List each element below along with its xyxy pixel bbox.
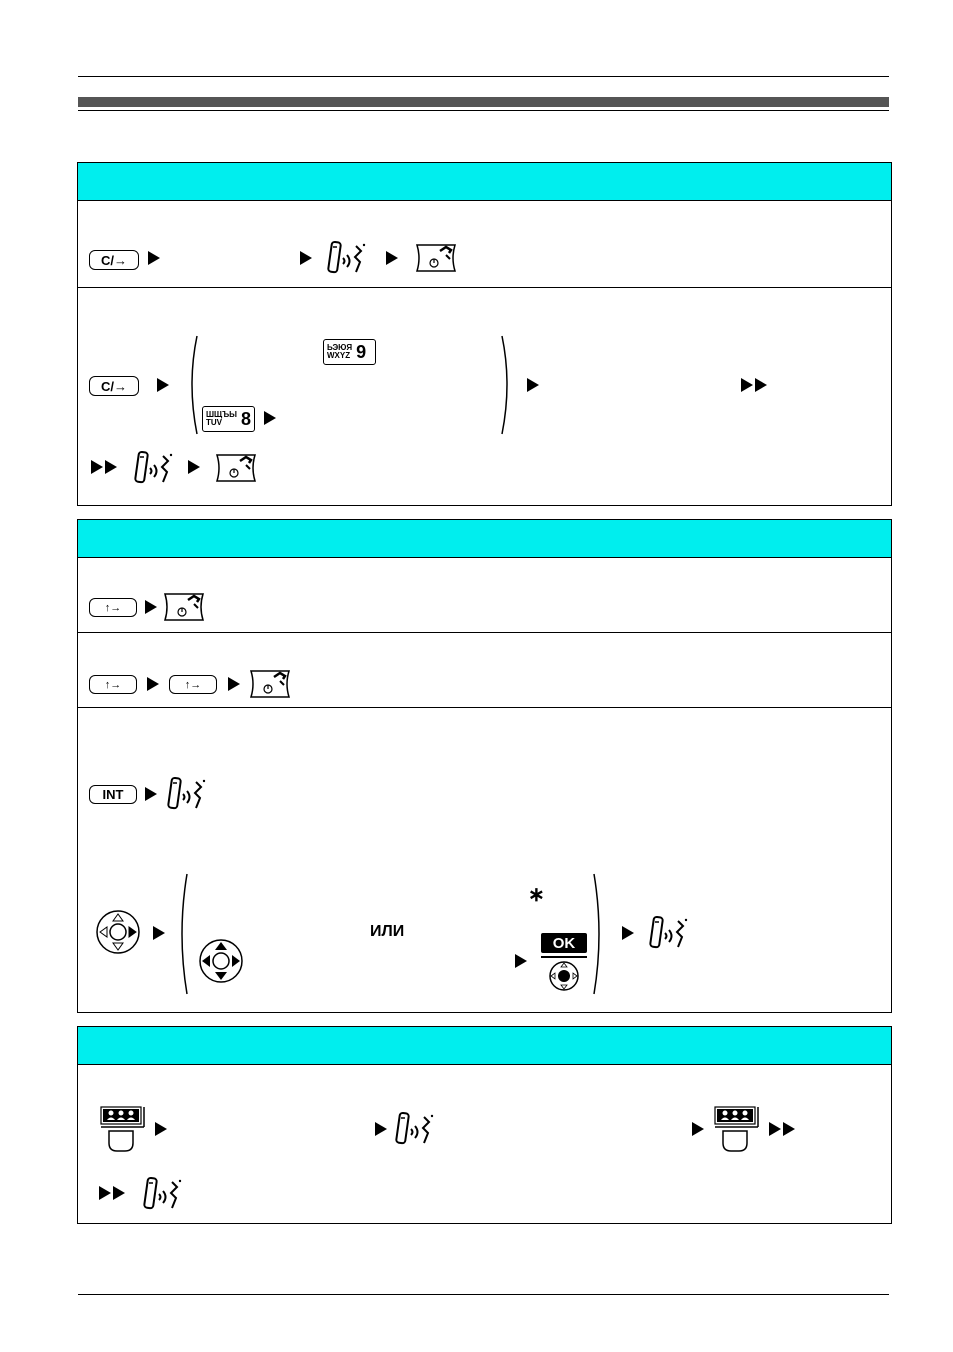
section-3-body	[77, 1064, 892, 1224]
redial-key-label: ↑→	[104, 678, 122, 691]
speak-handset-icon	[648, 915, 692, 951]
ok-divider	[541, 956, 587, 958]
bottom-rule	[78, 1294, 889, 1295]
clear-key[interactable]	[89, 250, 139, 270]
arrow-icon	[386, 251, 398, 265]
end-call-key-icon[interactable]	[214, 453, 258, 483]
navigator-up-down-icon[interactable]	[198, 938, 244, 984]
right-brace	[592, 872, 606, 996]
right-brace	[500, 334, 514, 436]
title-underline	[78, 110, 889, 111]
arrow-icon	[515, 954, 527, 968]
speak-handset-icon	[326, 240, 370, 276]
arrow-icon	[155, 1122, 167, 1136]
key-8-latin: TUV	[206, 418, 222, 427]
left-brace	[185, 334, 199, 436]
arrow-icon	[188, 460, 200, 474]
clear-key-label: C/→	[101, 252, 127, 268]
key-8-letters	[203, 411, 237, 427]
arrow-icon	[153, 926, 165, 940]
section-1-divider	[77, 287, 892, 288]
left-brace	[175, 872, 189, 996]
arrow-icon	[692, 1122, 704, 1136]
arrow-icon	[375, 1122, 387, 1136]
key-9-latin: WXYZ	[327, 351, 351, 360]
key-8-digit: 8	[240, 408, 251, 429]
title-bar	[78, 97, 889, 107]
section-1-header	[77, 162, 892, 201]
key-8-cyrillic: ШЩЪЫ	[206, 410, 237, 419]
double-arrow-icon	[99, 1186, 127, 1200]
redial-key[interactable]	[89, 598, 137, 617]
end-call-key-icon[interactable]	[248, 669, 292, 699]
conference-key-icon[interactable]	[713, 1105, 761, 1153]
double-arrow-icon	[741, 378, 769, 392]
navigator-key-icon[interactable]	[95, 909, 141, 955]
navigator-center-icon[interactable]	[548, 960, 580, 992]
key-9-letters	[324, 344, 352, 360]
redial-key[interactable]	[89, 675, 137, 694]
arrow-icon	[228, 677, 240, 691]
arrow-icon	[148, 251, 160, 265]
key-8[interactable]	[202, 406, 255, 432]
intercom-key-label: INT	[102, 787, 124, 802]
key-9-digit: 9	[356, 341, 367, 362]
section-2-header	[77, 519, 892, 558]
end-call-key-icon[interactable]	[414, 243, 458, 273]
section-2-divider-2	[77, 707, 892, 708]
end-call-key-icon[interactable]	[162, 592, 206, 622]
clear-key-label: C/→	[101, 378, 127, 394]
star-symbol: ∗	[528, 884, 545, 906]
arrow-icon	[145, 787, 157, 801]
arrow-icon	[147, 677, 159, 691]
arrow-icon	[157, 378, 169, 392]
speak-handset-icon	[133, 450, 177, 486]
speak-handset-icon	[142, 1176, 186, 1212]
arrow-icon	[145, 600, 157, 614]
clear-key[interactable]	[89, 376, 139, 396]
arrow-icon	[527, 378, 539, 392]
arrow-icon	[264, 411, 276, 425]
section-3-header	[77, 1026, 892, 1065]
speak-handset-icon	[394, 1111, 438, 1147]
ok-key[interactable]	[541, 933, 587, 953]
speak-handset-icon	[166, 776, 210, 812]
section-2-divider-1	[77, 632, 892, 633]
redial-key[interactable]	[169, 675, 217, 694]
redial-key-label: ↑→	[104, 601, 122, 614]
double-arrow-icon	[769, 1122, 797, 1136]
redial-key-label: ↑→	[184, 678, 202, 691]
key-9[interactable]	[323, 339, 376, 365]
key-9-cyrillic: ЬЭЮЯ	[327, 343, 353, 352]
intercom-key[interactable]	[89, 785, 137, 804]
arrow-icon	[300, 251, 312, 265]
top-rule	[78, 76, 889, 77]
or-label: ИЛИ	[370, 923, 405, 940]
arrow-icon	[622, 926, 634, 940]
conference-key-icon[interactable]	[99, 1105, 147, 1153]
double-arrow-icon	[91, 460, 119, 474]
ok-key-label: OK	[552, 934, 576, 952]
